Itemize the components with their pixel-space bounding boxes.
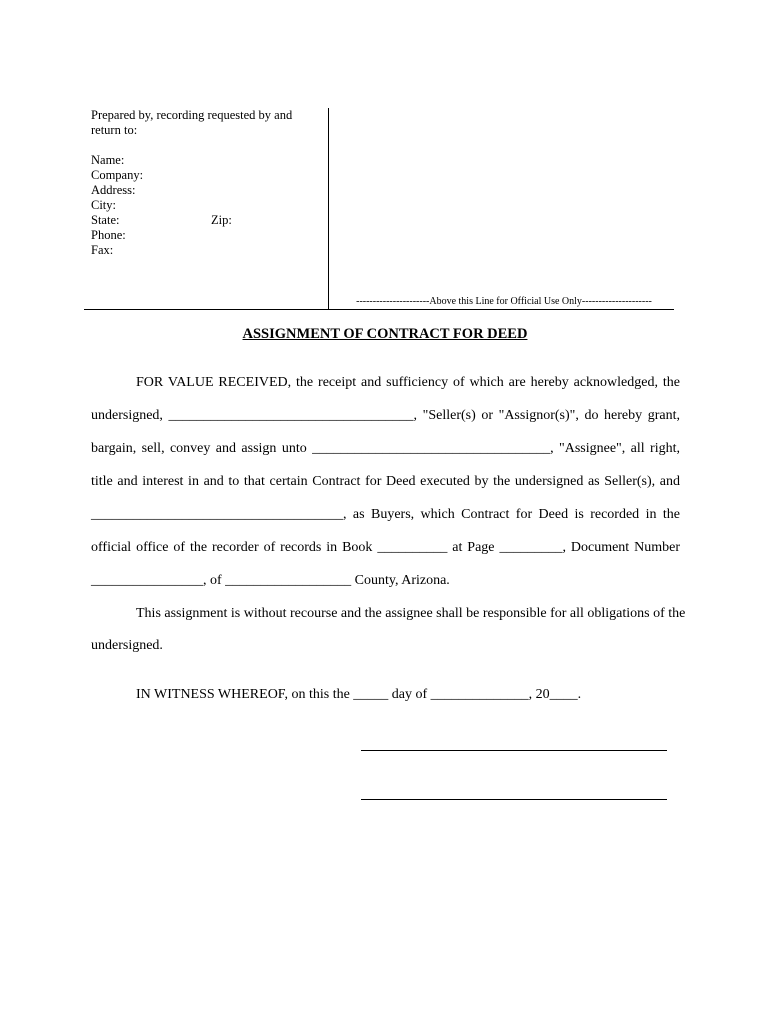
fax-label: Fax: (91, 243, 114, 257)
name-label: Name: (91, 153, 125, 167)
prepared-by-label: Prepared by, recording requested by and return to: (91, 108, 293, 137)
official-use-note: ----------------------Above this Line for Official Use Only--------------------- (356, 296, 652, 307)
company-label: Company: (91, 168, 144, 182)
body-line-3: bargain, sell, convey and assign unto __________________________________, "Assignee", all right, (91, 441, 680, 456)
phone-label: Phone: (91, 228, 126, 242)
header-vertical-divider (328, 108, 329, 310)
body-line-9: undersigned. (91, 638, 163, 653)
state-label: State: (91, 213, 120, 227)
document-title (0, 326, 770, 343)
city-label: City: (91, 198, 117, 212)
body-line-4: title and interest in and to that certain Contract for Deed executed by the undersigned as Seller(s), and (91, 474, 680, 489)
header-divider-left (84, 309, 328, 310)
witness-line: IN WITNESS WHEREOF, on this the _____ day of ______________, 20____. (136, 687, 582, 702)
body-line-7: ________________, of __________________ County, Arizona. (91, 573, 450, 588)
signature-line-1 (361, 750, 667, 751)
address-label: Address: (91, 183, 136, 197)
body-line-1: FOR VALUE RECEIVED, the receipt and sufficiency of which are hereby acknowledged, the (136, 375, 680, 390)
header-divider-right (328, 309, 674, 310)
document-title-text: ASSIGNMENT OF CONTRACT FOR DEED (242, 326, 528, 342)
body-line-8: This assignment is without recourse and the assignee shall be responsible for all obligations of the (136, 606, 686, 621)
zip-label: Zip: (211, 213, 232, 227)
body-line-2: undersigned, ___________________________________, "Seller(s) or "Assignor(s)", do hereby grant, (91, 408, 680, 423)
return-address-block (91, 108, 321, 258)
state-row (91, 213, 321, 228)
body-line-6: official office of the recorder of records in Book __________ at Page _________, Document Number (91, 540, 680, 555)
body-line-5: ____________________________________, as Buyers, which Contract for Deed is recorded in the (91, 507, 680, 522)
signature-line-2 (361, 799, 667, 800)
